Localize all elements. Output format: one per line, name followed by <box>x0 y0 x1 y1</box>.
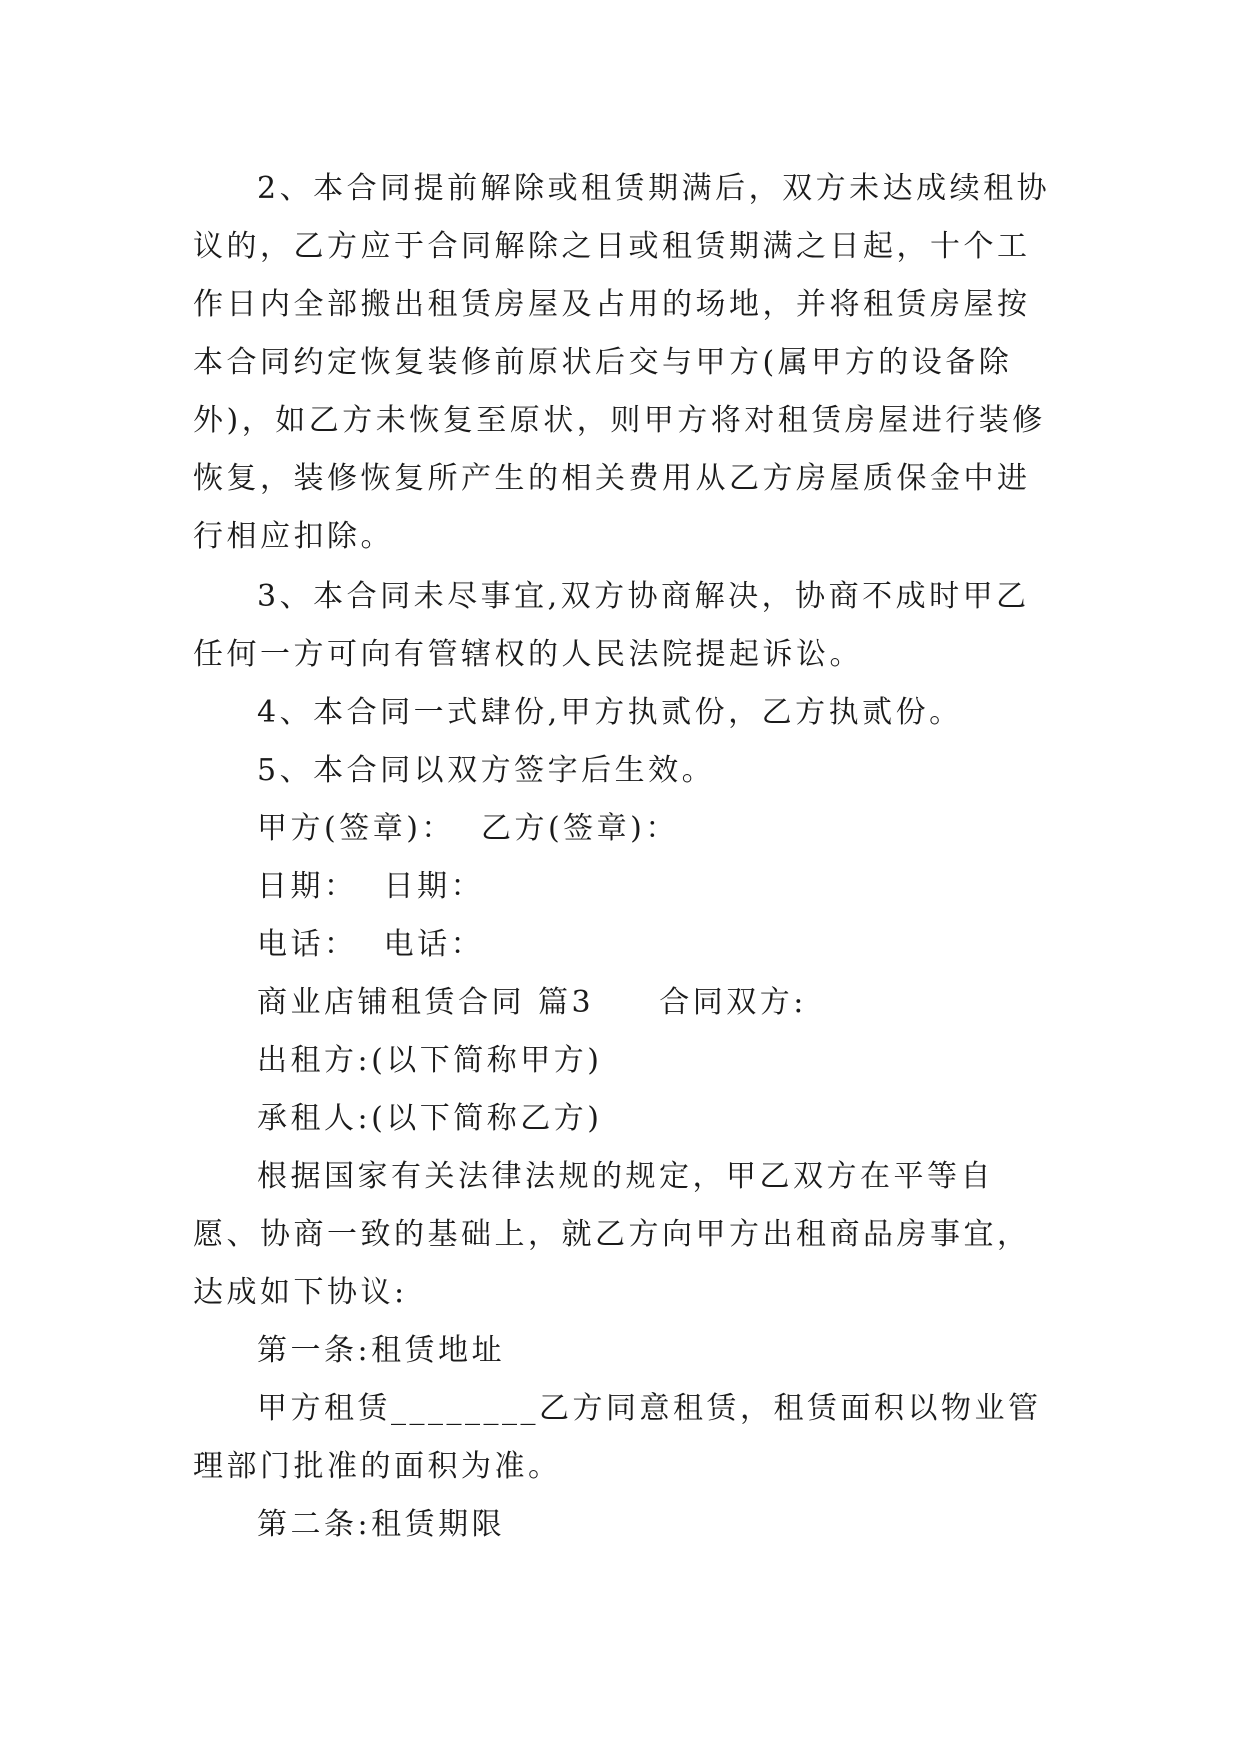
lessee-line: 承租人:(以下简称乙方) <box>257 1101 603 1136</box>
phone-line: 电话： 电话： <box>257 927 485 962</box>
clause-3-dispute: 3、本合同未尽事宜,双方协商解决，协商不成时甲乙任何一方可向有管辖权的人民法院提起诉讼。 <box>193 579 1030 672</box>
article-1-heading: 第一条:租赁地址 <box>257 1333 506 1368</box>
clause-2-termination: 2、本合同提前解除或租赁期满后，双方未达成续租协议的，乙方应于合同解除之日或租赁期满之日起，十个工作日内全部搬出租赁房屋及占用的场地，并将租赁房屋按本合同约定恢复装修前原状后交与甲方(属甲方的设备除外)，如乙方未恢复至原状，则甲方将对租赁房屋进行装修恢复，装修恢复所产生的相关费用从乙方房屋质保金中进行相应扣除。 <box>193 171 1051 554</box>
section-heading: 商业店铺租赁合同 篇3 合同双方: <box>257 985 807 1020</box>
clause-5-effective: 5、本合同以双方签字后生效。 <box>257 753 716 788</box>
document-body <box>193 160 1053 1554</box>
clause-4-copies: 4、本合同一式肆份,甲方执贰份，乙方执贰份。 <box>257 695 963 730</box>
article-1-body: 甲方租赁________乙方同意租赁，租赁面积以物业管理部门批准的面积为准。 <box>193 1391 1042 1484</box>
signature-line: 甲方(签章)： 乙方(签章)： <box>257 811 679 846</box>
lessor-line: 出租方:(以下简称甲方) <box>257 1043 603 1078</box>
preamble: 根据国家有关法律法规的规定，甲乙双方在平等自愿、协商一致的基础上，就乙方向甲方出租商品房事宜，达成如下协议: <box>193 1159 1031 1310</box>
date-line: 日期： 日期： <box>257 869 485 904</box>
article-2-heading: 第二条:租赁期限 <box>257 1507 506 1542</box>
